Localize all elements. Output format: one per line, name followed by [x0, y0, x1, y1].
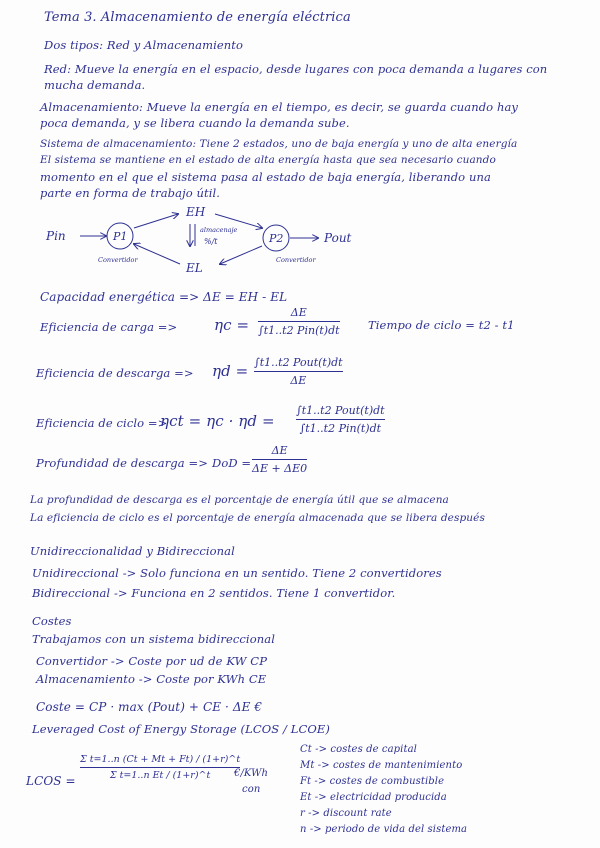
fraction-bar	[296, 419, 385, 420]
profundidad-texto: La profundidad de descarga es el porcentaje de energía útil que se almacena	[30, 494, 449, 506]
dod-numerator: ΔE	[271, 444, 288, 457]
eta-d-fraction	[254, 356, 343, 387]
uni-bi-heading: Unidireccionalidad y Bidireccional	[30, 544, 235, 558]
eta-ct-denominator: ∫t1..t2 Pin(t)dt	[299, 422, 382, 435]
el-to-p1-arrow	[134, 244, 180, 264]
lcos-label: LCOS =	[26, 774, 76, 788]
page-title: Tema 3. Almacenamiento de energía eléctrica	[44, 10, 351, 25]
eta-c-numerator: ΔE	[290, 306, 307, 319]
ef-descarga-label: Eficiencia de descarga =>	[36, 366, 194, 380]
p2-label: P2	[269, 232, 284, 245]
almacenaje-label: almacenaje	[200, 226, 238, 234]
el-label: EL	[186, 261, 203, 275]
lcos-title: Leveraged Cost of Energy Storage (LCOS / LCOE)	[32, 722, 330, 736]
energy-storage-diagram	[40, 198, 400, 278]
eh-label: EH	[186, 205, 206, 219]
legend-r: r -> discount rate	[300, 808, 392, 819]
dod-symbol: DoD =	[212, 456, 252, 470]
eta-d-numerator: ∫t1..t2 Pout(t)dt	[254, 356, 343, 369]
eta-ct-symbol: ηct = ηc · ηd =	[160, 412, 275, 430]
red-line-2: mucha demanda.	[44, 78, 146, 92]
lcos-fraction	[80, 754, 240, 781]
capacidad-line: Capacidad energética => ΔE = EH - EL	[40, 290, 288, 304]
sistema-line-3: momento en el que el sistema pasa al estado de baja energía, liberando una	[40, 170, 491, 184]
bidireccional-line: Bidireccional -> Funciona en 2 sentidos. Tiene 1 convertidor.	[32, 586, 396, 600]
almacenamiento-line-2: poca demanda, y se libera cuando la demanda sube.	[40, 116, 350, 130]
ef-ciclo-label: Eficiencia de ciclo =>	[36, 416, 168, 430]
eta-c-denominator: ∫t1..t2 Pin(t)dt	[258, 324, 340, 337]
lcos-con: con	[242, 784, 261, 795]
tipos-line: Dos tipos: Red y Almacenamiento	[44, 38, 244, 52]
legend-ct: Ct -> costes de capital	[300, 744, 417, 755]
costes-line-1: Trabajamos con un sistema bidireccional	[32, 632, 275, 646]
p1-to-eh-arrow	[134, 214, 178, 228]
lcos-unit: €/KWh	[234, 768, 269, 779]
legend-ft: Ft -> costes de combustible	[300, 776, 445, 787]
profundidad-label: Profundidad de descarga =>	[36, 456, 208, 470]
eficiencia-texto: La eficiencia de ciclo es el porcentaje de energía almacenada que se libera después	[30, 512, 485, 524]
costes-line-2: Convertidor -> Coste por ud de KW CP	[36, 654, 268, 668]
legend-et: Et -> electricidad producida	[300, 792, 447, 803]
lcos-numerator: Σ t=1..n (Ct + Mt + Ft) / (1+r)^t	[80, 754, 241, 765]
fraction-bar	[254, 371, 343, 372]
unidireccional-line: Unidireccional -> Solo funciona en un sentido. Tiene 2 convertidores	[32, 566, 442, 580]
ef-carga-label: Eficiencia de carga =>	[40, 320, 178, 334]
eta-d-symbol: ηd =	[212, 362, 249, 380]
convertidor-2-label: Convertidor	[276, 256, 316, 264]
pout-label: Pout	[324, 231, 352, 245]
eta-ct-numerator: ∫t1..t2 Pout(t)dt	[296, 404, 385, 417]
sistema-line-1: Sistema de almacenamiento: Tiene 2 estados, uno de baja energía y uno de alta energía	[40, 138, 518, 150]
p1-label: P1	[113, 230, 128, 243]
almacenamiento-line-1: Almacenamiento: Mueve la energía en el tiempo, es decir, se guarda cuando hay	[40, 100, 518, 114]
dod-fraction	[252, 444, 307, 475]
eta-d-denominator: ΔE	[290, 374, 307, 387]
legend-mt: Mt -> costes de mantenimiento	[300, 760, 463, 771]
lcos-denominator: Σ t=1..n Et / (1+r)^t	[109, 770, 211, 781]
eta-ct-fraction	[296, 404, 385, 435]
sistema-line-2: El sistema se mantiene en el estado de alta energía hasta que sea necesario cuando	[40, 154, 496, 166]
legend-n: n -> periodo de vida del sistema	[300, 824, 468, 835]
costes-line-3: Almacenamiento -> Coste por KWh CE	[36, 672, 267, 686]
eta-c-fraction	[258, 306, 340, 337]
dod-denominator: ΔE + ΔE0	[252, 462, 308, 475]
red-line-1: Red: Mueve la energía en el espacio, desde lugares con poca demanda a lugares con	[44, 62, 548, 76]
coste-formula: Coste = CP · max (Pout) + CE · ΔE €	[36, 700, 263, 714]
pin-label: Pin	[46, 229, 66, 243]
q-over-t-label: %/t	[204, 237, 218, 246]
eta-c-symbol: ηc =	[214, 316, 250, 334]
convertidor-1-label: Convertidor	[98, 256, 138, 264]
fraction-bar	[80, 767, 240, 768]
tiempo-ciclo: Tiempo de ciclo = t2 - t1	[368, 318, 515, 332]
fraction-bar	[252, 459, 307, 460]
fraction-bar	[258, 321, 340, 322]
costes-heading: Costes	[32, 614, 72, 628]
p2-to-el-arrow	[220, 246, 262, 264]
sistema-line-4: parte en forma de trabajo útil.	[40, 186, 221, 200]
